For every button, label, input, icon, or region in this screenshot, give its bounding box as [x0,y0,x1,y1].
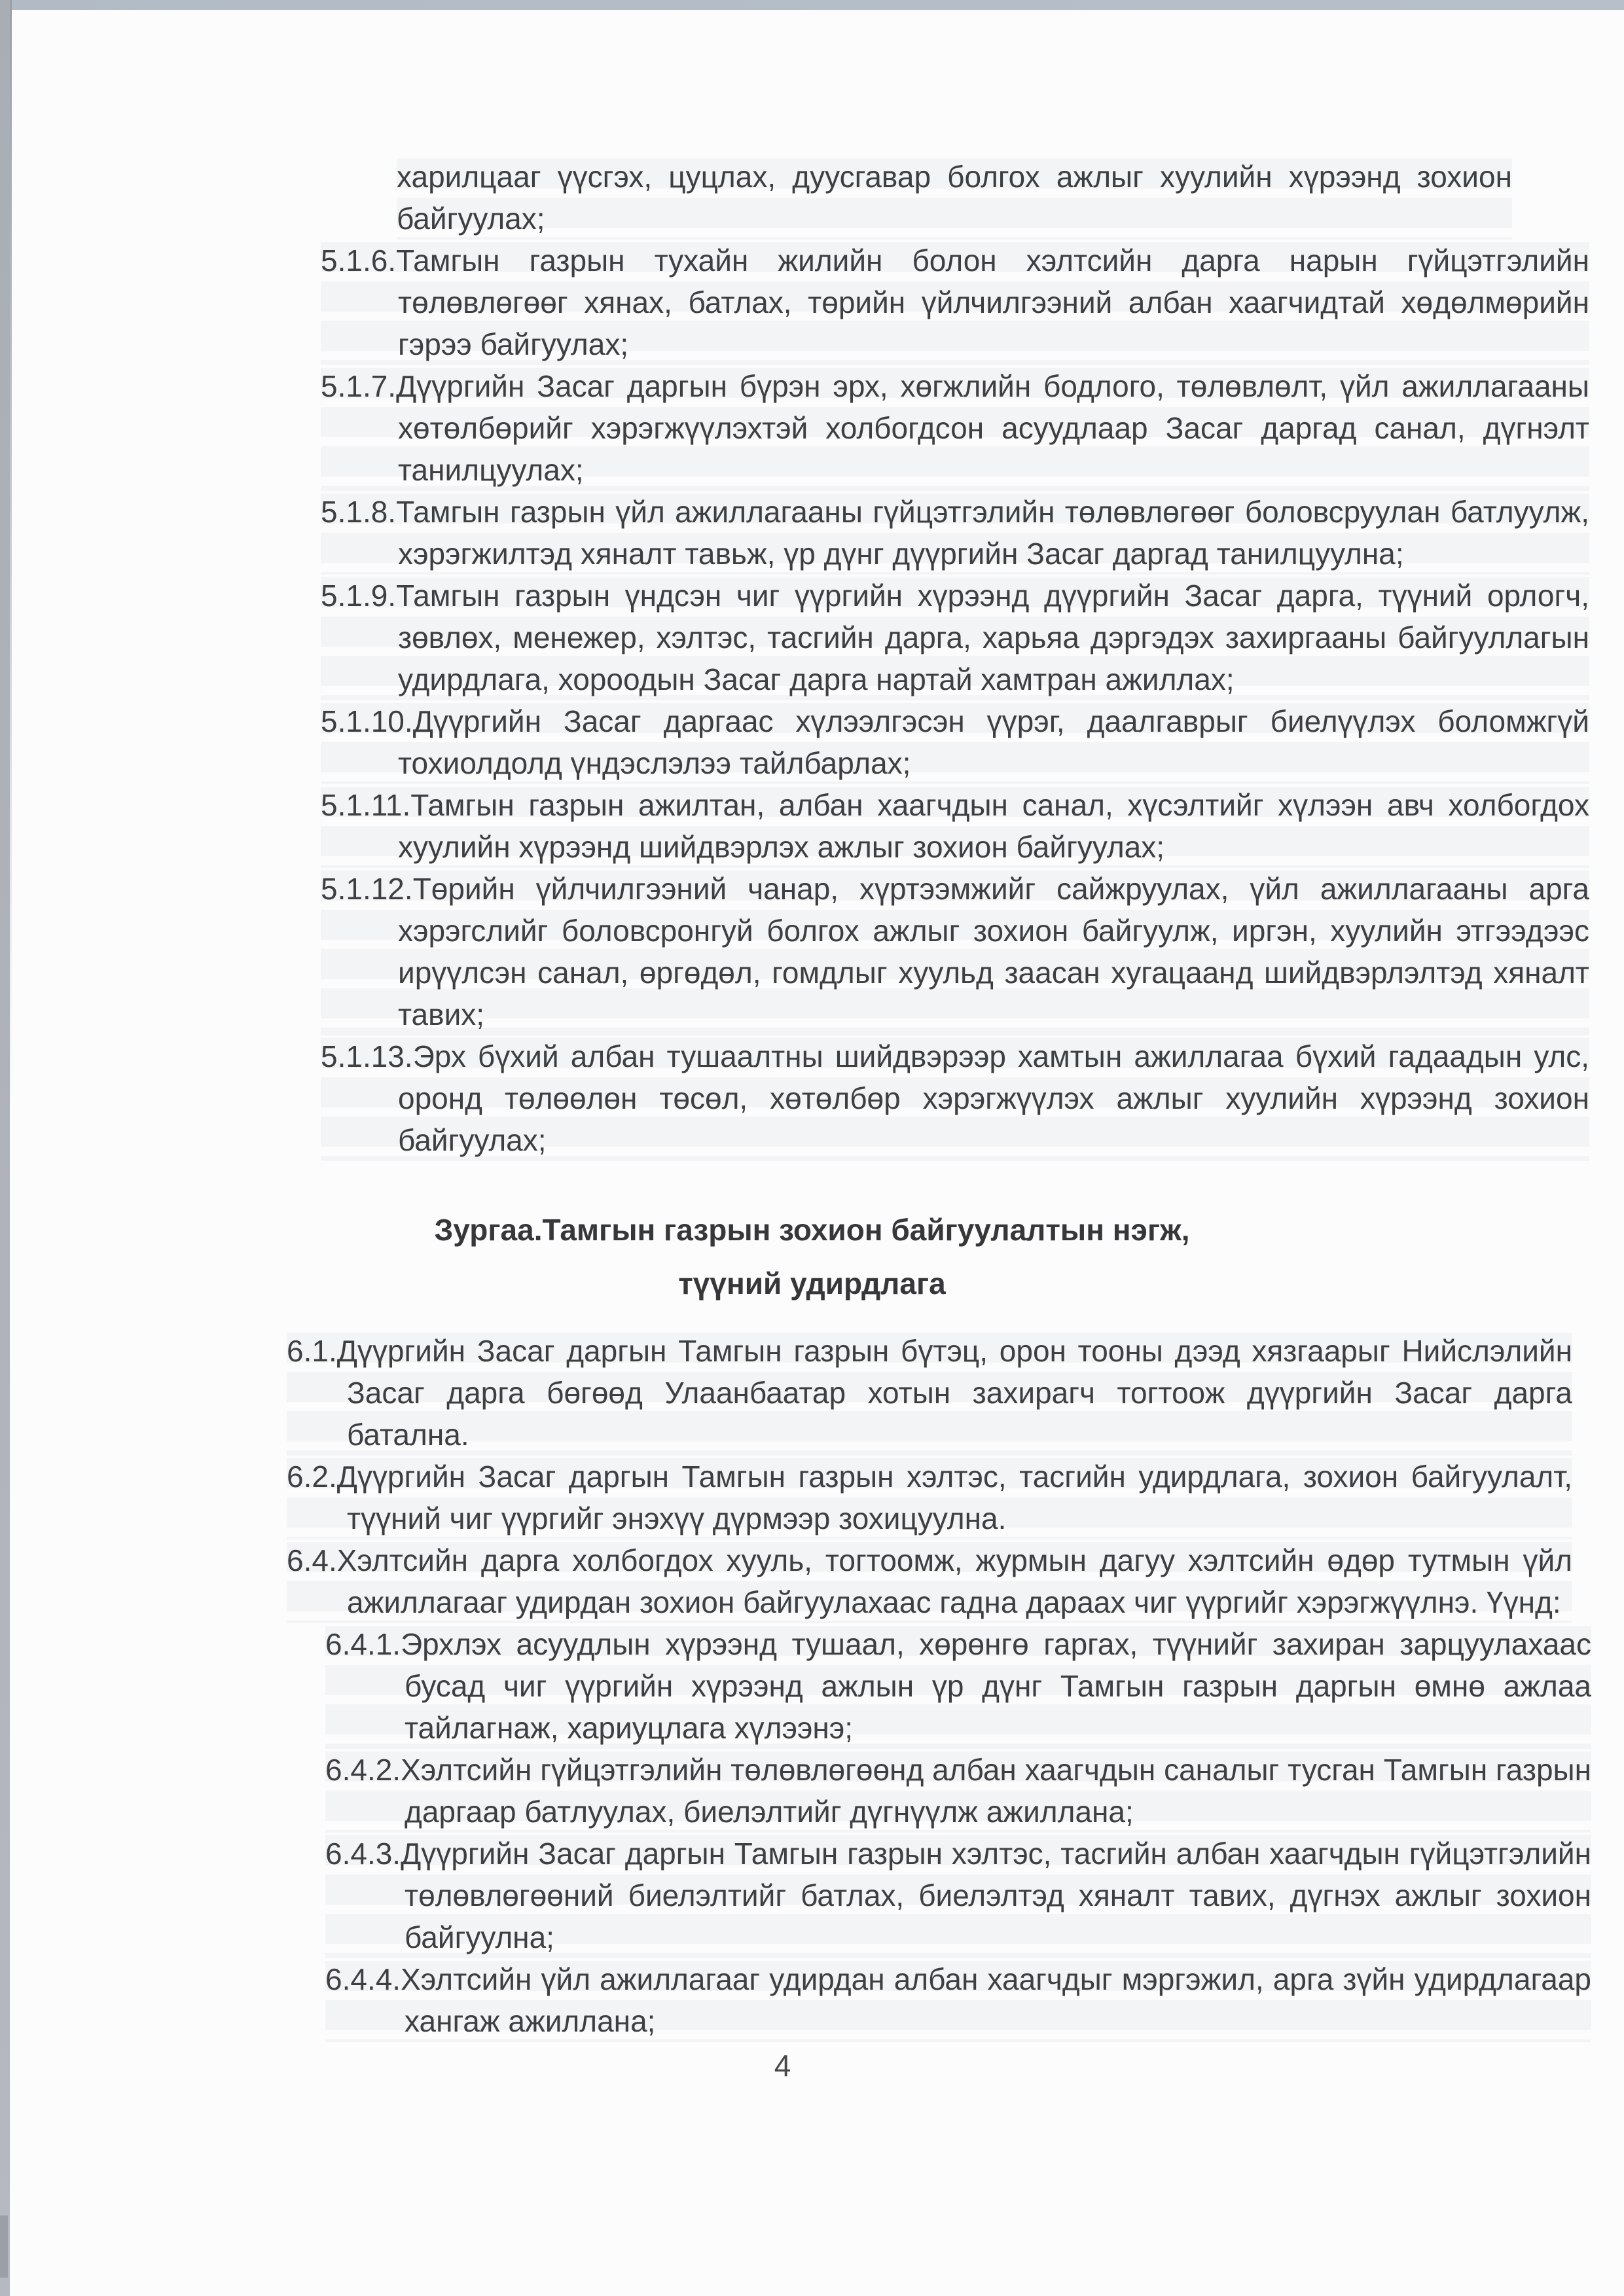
paragraph-5-1-10 [321,700,1589,784]
clause-number: 5.1.8. [321,495,397,529]
paragraph-text: Хэлтсийн гүйцэтгэлийн төлөвлөгөөнд албан хаагчдын саналыг тусган Тамгын газрын даргаар батлуулах, биелэлтийг дүгнүүлж ажиллана; [401,1753,1591,1829]
paragraph-text: Дүүргийн Засаг даргын Тамгын газрын хэлтэс, тасгийн удирдлага, зохион байгуулалт, түүний чиг үүргийг энэхүү дүрмээр зохицуулна. [336,1460,1572,1535]
paragraph-text: Хэлтсийн дарга холбогдох хууль, тогтоомж, журмын дагуу хэлтсийн өдөр тутмын үйл ажиллагааг удирдан зохион байгуулахаас гадна дараах чиг үүргийг хэрэгжүүлнэ. Үүнд: [336,1543,1572,1619]
paragraph-5-1-9 [321,575,1589,700]
paragraph-text: Дүүргийн Засаг даргаас хүлээлгэсэн үүрэг, даалгаврыг биелүүлэх боломжгүй тохиолдолд үндэслэлээ тайлбарлах; [398,704,1589,780]
clause-number: 5.1.7. [321,369,397,403]
paragraph-5-1-8 [321,491,1589,575]
clause-number: 6.4.4. [325,1962,401,1996]
paragraph-6-4-1 [325,1623,1591,1749]
paragraph-5-1-13 [321,1035,1589,1161]
paragraph-5-1-6 [321,240,1589,365]
paragraph-6-1 [287,1330,1572,1456]
paragraph-text: Дүүргийн Засаг даргын Тамгын газрын хэлтэс, тасгийн албан хаагчдын гүйцэтгэлийн төлөвлөгөөний биелэлтийг батлах, биелэлтэд хяналт тавих, дүгнэх ажлыг зохион байгуулна; [401,1837,1591,1954]
paragraph-text: Төрийн үйлчилгээний чанар, хүртээмжийг сайжруулах, үйл ажиллагааны арга хэрэгслийг боловсронгуй болгох ажлыг зохион байгуулж, иргэн, хуулийн этгээдээс ирүүлсэн санал, өргөдөл, гомдлыг хуульд заасан хугацаанд шийдвэрлэлтэд хяналт тавих; [398,872,1589,1031]
paragraph-5-1-11 [321,784,1589,868]
clause-number: 5.1.9. [321,579,397,613]
clause-number: 6.4. [287,1543,337,1577]
clause-number: 6.4.1. [325,1627,401,1661]
paragraph-6-4-3 [325,1833,1591,1958]
clause-number: 6.2. [287,1460,337,1494]
paragraph-text: Дүүргийн Засаг даргын бүрэн эрх, хөгжлийн бодлого, төлөвлөлт, үйл ажиллагааны хөтөлбөрийг хэрэгжүүлэхтэй холбогдсон асуудлаар Засаг даргад санал, дүгнэлт танилцуулах; [396,369,1589,487]
paragraph-6-4-4 [325,1958,1591,2042]
paragraph-5-1-7 [321,365,1589,491]
paragraph-text: Тамгын газрын үйл ажиллагааны гүйцэтгэлийн төлөвлөгөөг боловсруулан батлуулж, хэрэгжилтэд хяналт тавьж, үр дүнг дүүргийн Засаг даргад танилцуулна; [396,495,1589,571]
paragraph-6-4 [287,1539,1572,1623]
clause-number: 5.1.13. [321,1039,413,1073]
paragraph-6-4-2 [325,1749,1591,1833]
scan-smudge-bottom-left [0,2215,8,2278]
paragraph-5-1-5-continuation [397,156,1512,240]
section-heading-line-1: Зургаа.Тамгын газрын зохион байгуулалтын нэгж, [434,1213,1190,1247]
clause-number: 5.1.12. [321,872,413,906]
clause-number: 6.1. [287,1334,337,1368]
paragraph-text: Эрхлэх асуудлын хүрээнд тушаал, хөрөнгө гаргах, түүнийг захиран зарцуулахаас бусад чиг үүргийн хүрээнд ажлын үр дүнг Тамгын газрын даргын өмнө ажлаа тайлагнаж, хариуцлага хүлээнэ; [401,1627,1591,1745]
page-number: 4 [774,2049,791,2083]
clause-number: 5.1.10. [321,704,413,738]
section-six-heading [0,1203,1624,1310]
section-heading-line-2: түүний удирдлага [678,1266,946,1300]
paragraph-6-2 [287,1456,1572,1539]
clause-number: 5.1.6. [321,243,397,278]
paragraph-text: Тамгын газрын тухайн жилийн болон хэлтсийн дарга нарын гүйцэтгэлийн төлөвлөгөөг хянах, батлах, төрийн үйлчилгээний албан хаагчидтай хөдөлмөрийн гэрээ байгуулах; [396,243,1589,361]
paragraph-text: харилцааг үүсгэх, цуцлах, дуусгавар болгох ажлыг хуулийн хүрээнд зохион байгуулах; [397,160,1512,236]
paragraph-text: Хэлтсийн үйл ажиллагааг удирдан албан хаагчдыг мэргэжил, арга зүйн удирдлагаар хангаж ажиллана; [401,1962,1591,2038]
clause-number: 6.4.2. [325,1753,401,1787]
paragraph-text: Дүүргийн Засаг даргын Тамгын газрын бүтэц, орон тооны дээд хязгаарыг Нийслэлийн Засаг дарга бөгөөд Улаанбаатар хотын захирагч тогтоож дүүргийн Засаг дарга батална. [336,1334,1572,1452]
paragraph-5-1-12 [321,868,1589,1035]
paragraph-text: Тамгын газрын үндсэн чиг үүргийн хүрээнд дүүргийн Засаг дарга, түүний орлогч, зөвлөх, менежер, хэлтэс, тасгийн дарга, харьяа дэргэдэх захиргааны байгууллагын удирдлага, хороодын Засаг дарга нартай хамтран ажиллах; [396,579,1589,696]
clause-number: 5.1.11. [321,788,411,822]
paragraph-text: Эрх бүхий албан тушаалтны шийдвэрээр хамтын ажиллагаа бүхий гадаадын улс, оронд төлөөлөн төсөл, хөтөлбөр хэрэгжүүлэх ажлыг хуулийн хүрээнд зохион байгуулах; [398,1039,1589,1157]
paragraph-text: Тамгын газрын ажилтан, албан хаагчдын санал, хүсэлтийг хүлээн авч холбогдох хуулийн хүрээнд шийдвэрлэх ажлыг зохион байгуулах; [398,788,1589,864]
clause-number: 6.4.3. [325,1837,401,1871]
